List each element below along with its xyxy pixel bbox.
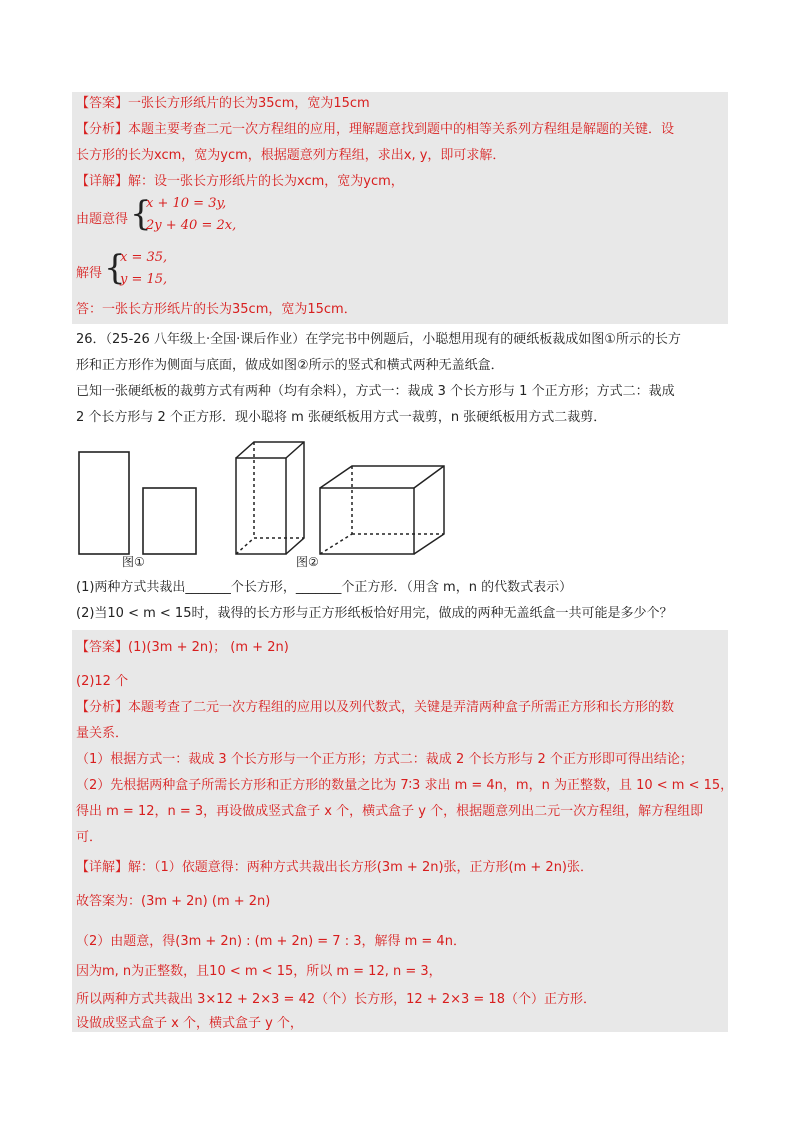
q26-detail-line5: 所以两种方式共裁出 3×12 + 2×3 = 42（个）长方形，12 + 2×3 = 18（个）正方形． bbox=[76, 992, 596, 1007]
q26-stem-line3: 已知一张硬纸板的裁剪方式有两种（均有余料），方式一：裁成 3 个长方形与 1 个正方形；方式二：裁成 bbox=[76, 384, 675, 399]
q26-analysis-line6: 可． bbox=[76, 830, 103, 845]
q26-stem-line2: 形和正方形作为侧面与底面，做成如图②所示的竖式和横式两种无盖纸盒． bbox=[76, 358, 504, 373]
brace-symbol: { bbox=[130, 194, 152, 234]
q25-sol2: y = 15, bbox=[120, 272, 168, 287]
figure-vertical-box bbox=[236, 442, 304, 554]
q26-analysis-line3: （1）根据方式一：裁成 3 个长方形与一个正方形；方式二：裁成 2 个长方形与 2 个正方形即可得出结论； bbox=[76, 752, 693, 767]
q26-detail-line6: 设做成竖式盒子 x 个，横式盒子 y 个， bbox=[76, 1016, 303, 1031]
figure-horizontal-box bbox=[320, 466, 444, 554]
q25-answer: 【答案】一张长方形纸片的长为35cm，宽为15cm bbox=[76, 96, 370, 111]
figure1-caption: 图① bbox=[122, 555, 145, 569]
q26-analysis-line5: 得出 m = 12，n = 3，再设做成竖式盒子 x 个，横式盒子 y 个，根据题意列出二元一次方程组，解方程组即 bbox=[76, 804, 704, 819]
figure-square bbox=[143, 488, 196, 554]
q26-detail-line4: 因为m, n为正整数，且10 < m < 15，所以 m = 12, n = 3， bbox=[76, 964, 442, 979]
q26-stem-line1: 26．（25-26 八年级上·全国·课后作业）在学完书中例题后，小聪想用现有的硬纸板裁成如图①所示的长方 bbox=[76, 332, 681, 347]
q25-sol1: x = 35, bbox=[120, 250, 168, 265]
figure-rectangle bbox=[79, 452, 129, 554]
q26-detail-line1: 【详解】解：（1）依题意得：两种方式共裁出长方形(3m + 2n)张，正方形(m + 2n)张． bbox=[76, 860, 594, 875]
q26-answer-part2: (2)12 个 bbox=[76, 674, 129, 689]
q26-analysis-line4: （2）先根据两种盒子所需长方形和正方形的数量之比为 7∶3 求出 m = 4n，m，n 为正整数，且 10 < m < 15， bbox=[76, 778, 734, 793]
q26-part2: (2)当10 < m < 15时，裁得的长方形与正方形纸板恰好用完，做成的两种无盖纸盒一共可能是多少个？ bbox=[76, 606, 673, 621]
brace-symbol: { bbox=[104, 248, 126, 288]
q25-sol-intro: 解得 bbox=[76, 266, 103, 281]
q25-detail-line1: 【详解】解：设一张长方形纸片的长为xcm，宽为ycm， bbox=[76, 174, 404, 189]
q26-figures bbox=[0, 440, 800, 570]
q26-analysis-line1: 【分析】本题考查了二元一次方程组的应用以及列代数式，关键是弄清两种盒子所需正方形和长方形的数 bbox=[76, 700, 675, 715]
q26-analysis-line2: 量关系． bbox=[76, 726, 129, 741]
q26-part1: (1)两种方式共裁出_______个长方形，_______个正方形．（用含 m，n 的代数式表示） bbox=[76, 580, 573, 595]
q25-eq1: x + 10 = 3y, bbox=[146, 196, 227, 211]
q25-analysis-line2: 长方形的长为xcm，宽为ycm，根据题意列方程组，求出x, y，即可求解． bbox=[76, 148, 506, 163]
q26-detail-line3: （2）由题意，得(3m + 2n) : (m + 2n) = 7 : 3，解得 m = 4n． bbox=[76, 934, 466, 949]
q25-eq2: 2y + 40 = 2x, bbox=[146, 218, 237, 233]
q25-analysis-line1: 【分析】本题主要考查二元一次方程组的应用，理解题意找到题中的相等关系列方程组是解题的关键．设 bbox=[76, 122, 675, 137]
q25-eq-intro: 由题意得 bbox=[76, 212, 129, 227]
q26-answer-part1: 【答案】(1)(3m + 2n)； (m + 2n) bbox=[76, 640, 289, 655]
q25-final: 答：一张长方形纸片的长为35cm，宽为15cm． bbox=[76, 302, 357, 317]
figure2-caption: 图② bbox=[296, 555, 319, 569]
q26-detail-line2: 故答案为：(3m + 2n) (m + 2n) bbox=[76, 894, 271, 909]
q26-stem-line4: 2 个长方形与 2 个正方形．现小聪将 m 张硬纸板用方式一裁剪，n 张硬纸板用方式二裁剪． bbox=[76, 410, 607, 425]
